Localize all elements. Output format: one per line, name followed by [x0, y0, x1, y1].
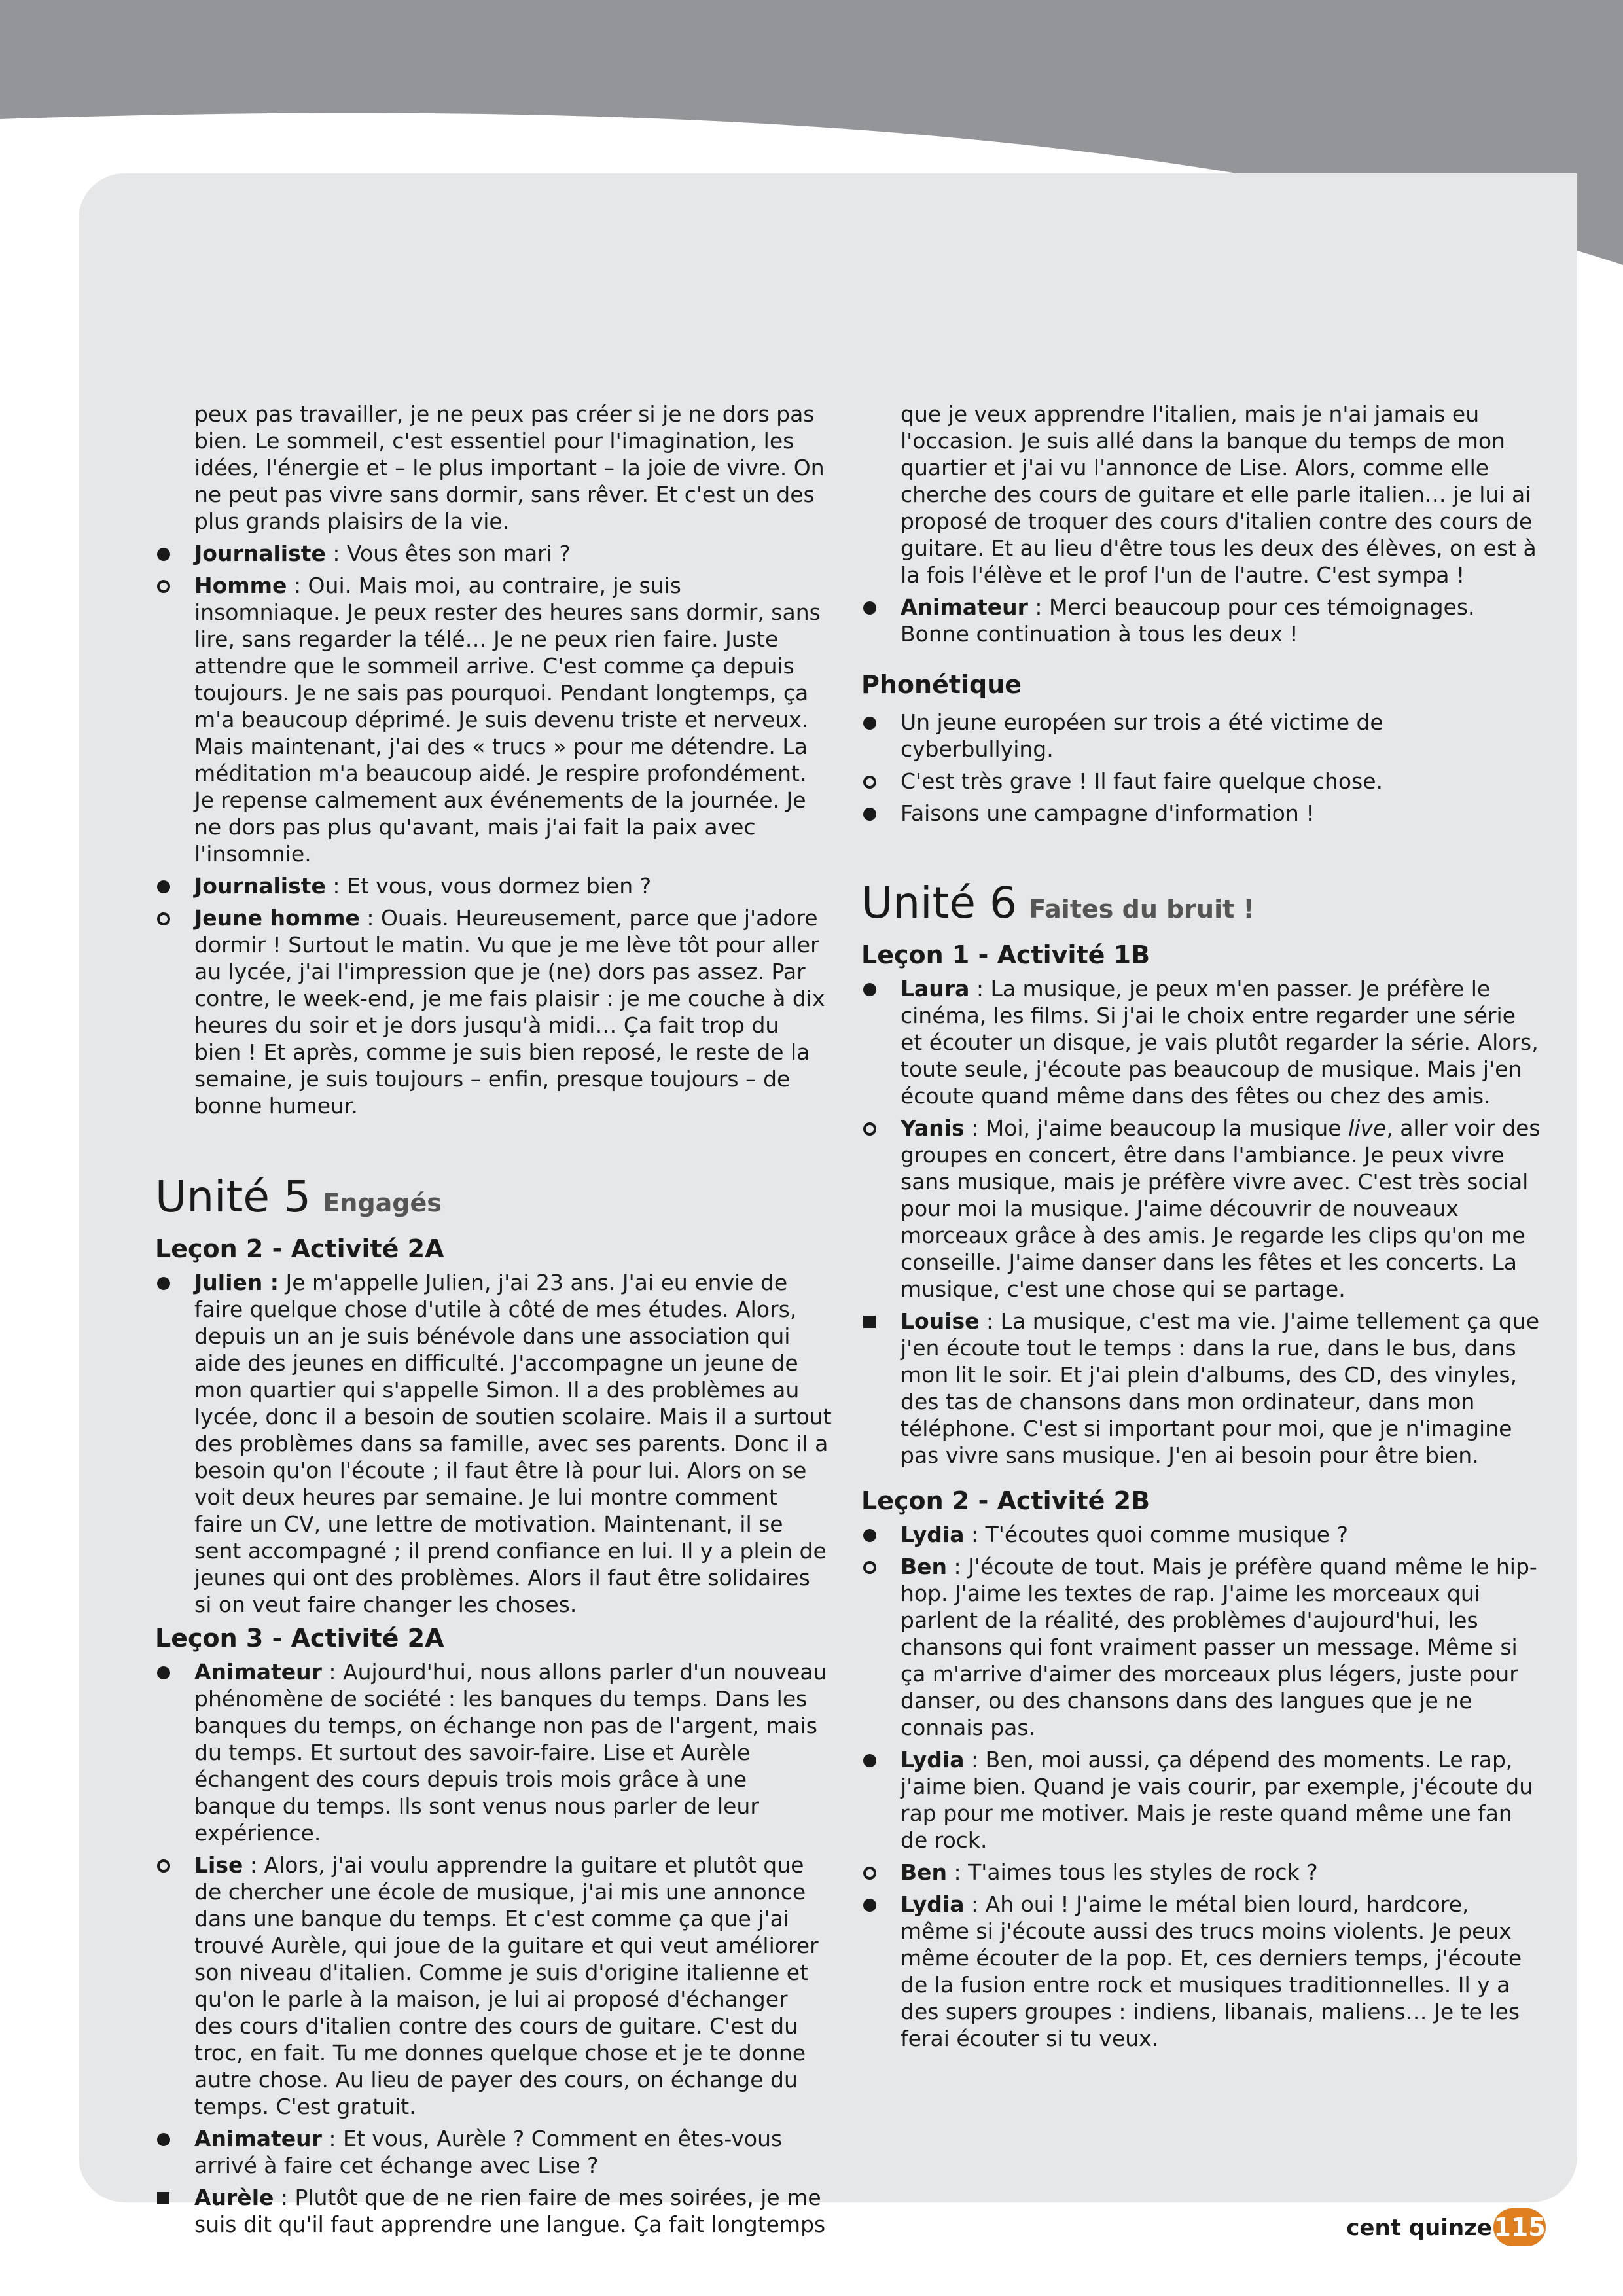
- phonetique-text: C'est très grave ! Il faut faire quelque chose.: [901, 768, 1383, 794]
- dialogue-line: [861, 1115, 1542, 1302]
- left-entries: [155, 540, 832, 1119]
- speaker-name: Yanis: [901, 1115, 965, 1141]
- bullet-circle-icon: [157, 580, 170, 593]
- bullet-dot-icon: [157, 548, 170, 561]
- unit-subtitle: Faites du bruit !: [1029, 895, 1255, 924]
- speaker-name: Animateur: [194, 2126, 322, 2151]
- unit5-heading: [155, 1174, 832, 1227]
- bullet-circle-icon: [863, 1867, 876, 1880]
- bullet-dot-icon: [863, 717, 876, 730]
- dialogue-line: [861, 1746, 1542, 1854]
- unit6-heading: [861, 880, 1542, 933]
- bullet-dot-icon: [863, 808, 876, 821]
- dialogue-line: [861, 594, 1542, 647]
- bullet-dot-icon: [863, 983, 876, 996]
- dialogue-text: : Plutôt que de ne rien faire de mes soirées, je me suis dit qu'il faut apprendre une langue. Ça fait longtemps: [194, 2185, 826, 2237]
- speaker-name: Animateur: [194, 1659, 322, 1685]
- speaker-name: Julien :: [194, 1270, 279, 1295]
- page-number-badge: 115: [1493, 2208, 1546, 2246]
- dialogue-text: : Ben, moi aussi, ça dépend des moments. Le rap, j'aime bien. Quand je vais courir, par exemple, j'écoute du rap pour me motiver. Mais je reste quand même une fan de rock.: [901, 1747, 1533, 1853]
- speaker-name: Lydia: [901, 1892, 965, 1917]
- speaker-name: Journaliste: [194, 873, 326, 899]
- intro-paragraph: peux pas travailler, je ne peux pas créer si je ne dors pas bien. Le sommeil, c'est essentiel pour l'imagination, les idées, l'énergie et – le plus important – la joie de vivre. On ne peut pas vivre sans dormir, sans rêver. Et c'est un des plus grands plaisirs de la vie.: [194, 401, 825, 534]
- left-column: [155, 401, 832, 2243]
- dialogue-line: [861, 1521, 1542, 1548]
- dialogue-text: : Aujourd'hui, nous allons parler d'un nouveau phénomène de société : les banques du temps. Dans les banques du temps, on échange non pas de l'argent, mais du temps. Et surtout des savoir-faire. Lise et Aurèle échangent des cours depuis trois mois grâce à une banque du temps. Ils sont venus nous parler de leur expérience.: [194, 1659, 827, 1846]
- dialogue-line: [861, 975, 1542, 1109]
- dialogue-text: : T'aimes tous les styles de rock ?: [947, 1859, 1318, 1885]
- bullet-square-icon: [863, 1316, 876, 1328]
- dialogue-line: [861, 1891, 1542, 2052]
- dialogue-text: : Moi, j'aime beaucoup la musique live, aller voir des groupes en concert, être dans l'ambiance. Je peux vivre sans musique, mais je préfère vivre avec. C'est très social pour moi la musique. J'aime découvrir de nouveaux morceaux grâce à des amis. Je regarde les clips qu'on me conseille. J'aime danser dans les fêtes et les concerts. La musique, c'est une chose qui se partage.: [901, 1115, 1541, 1302]
- lesson-title: Leçon 2 - Activité 2A: [155, 1234, 444, 1263]
- bullet-dot-icon: [863, 1899, 876, 1912]
- speaker-name: Homme: [194, 573, 287, 598]
- dialogue-text: : Et vous, Aurèle ? Comment en êtes-vous arrivé à faire cet échange avec Lise ?: [194, 2126, 783, 2178]
- lesson-title: Leçon 1 - Activité 1B: [861, 941, 1150, 969]
- dialogue-line: [861, 1308, 1542, 1469]
- phonetique-line: [861, 709, 1542, 762]
- speaker-name: Lise: [194, 1852, 243, 1878]
- bullet-circle-icon: [863, 1122, 876, 1136]
- lesson-title: Leçon 3 - Activité 2A: [155, 1624, 444, 1653]
- dialogue-text: Je m'appelle Julien, j'ai 23 ans. J'ai eu envie de faire quelque chose d'utile à côté de mes études. Alors, depuis un an je suis bénévole dans une association qui aide des jeunes en difficulté. J'accompagne un jeune de mon quartier qui s'appelle Simon. Il a des problèmes au lycée, donc il a besoin de soutien scolaire. Mais il a surtout des problèmes dans sa famille, avec ses parents. Donc il a besoin qu'on l'écoute ; il faut être là pour lui. Alors on se voit deux heures par semaine. Je lui montre comment faire un CV, une lettre de motivation. Maintenant, il se sent accompagné ; il prend confiance en lui. Il y a plein de jeunes qui ont des problèmes. Alors il faut être solidaires si on veut faire changer les choses.: [194, 1270, 832, 1617]
- dialogue-line: [155, 1659, 832, 1846]
- speaker-name: Animateur: [901, 594, 1028, 620]
- dialogue-text: : Et vous, vous dormez bien ?: [325, 873, 652, 899]
- bullet-dot-icon: [863, 1754, 876, 1767]
- emphasis-text: live: [1348, 1115, 1387, 1141]
- speaker-name: Laura: [901, 976, 970, 1001]
- dialogue-text: : Oui. Mais moi, au contraire, je suis insomniaque. Je peux rester des heures sans dormir, sans lire, sans regarder la télé… Je ne peux rien faire. Juste attendre que le sommeil arrive. C'est comme ça depuis toujours. Je ne sais pas pourquoi. Pendant longtemps, ça m'a beaucoup déprimé. Je suis devenu triste et nerveux. Mais maintenant, j'ai des « trucs » pour me détendre. La méditation m'a beaucoup aidé. Je respire profondément. Je repense calmement aux événements de la journée. Je ne dors pas plus qu'avant, mais j'ai fait la paix avec l'insomnie.: [194, 573, 821, 867]
- unit-title: Unité 5: [155, 1172, 311, 1222]
- speaker-name: Ben: [901, 1554, 948, 1579]
- speaker-name: Louise: [901, 1308, 980, 1334]
- dialogue-line: [155, 572, 832, 867]
- dialogue-line: [861, 1553, 1542, 1741]
- dialogue-text: : Alors, j'ai voulu apprendre la guitare et plutôt que de chercher une école de musique, j'ai mis une annonce dans une banque du temps. Et c'est comme ça que j'ai trouvé Aurèle, qui joue de la guitare et qui veut améliorer son niveau d'italien. Comme je suis d'origine italienne et qu'on le parle à la maison, je lui ai proposé d'échanger des cours d'italien contre des cours de guitare. C'est du troc, en fait. Tu me donnes quelque chose et je te donne autre chose. Au lieu de payer des cours, on échange du temps. C'est gratuit.: [194, 1852, 819, 2119]
- page-number-words: cent quinze: [1346, 2215, 1492, 2241]
- speaker-name: Lydia: [901, 1747, 965, 1772]
- bullet-dot-icon: [157, 880, 170, 893]
- dialogue-text: : Merci beaucoup pour ces témoignages. Bonne continuation à tous les deux !: [901, 594, 1475, 647]
- lesson-title: Leçon 2 - Activité 2B: [861, 1486, 1150, 1515]
- bullet-dot-icon: [157, 2133, 170, 2146]
- dialogue-line: [155, 1852, 832, 2120]
- phonetique-text: Un jeune européen sur trois a été victime de cyberbullying.: [901, 709, 1383, 762]
- dialogue-line: [155, 2125, 832, 2179]
- speaker-name: Aurèle: [194, 2185, 274, 2210]
- continuation-paragraph: que je veux apprendre l'italien, mais je n'ai jamais eu l'occasion. Je suis allé dans la banque du temps de mon quartier et j'ai vu l'annonce de Lise. Alors, comme elle cherche des cours de guitare et elle parle italien… je lui ai proposé de troquer des cours d'italien contre des cours de guitare. Et au lieu d'être tous les deux des élèves, on est à la fois l'élève et le prof l'un de l'autre. C'est sympa !: [901, 401, 1537, 588]
- dialogue-line: [861, 1859, 1542, 1886]
- bullet-dot-icon: [157, 1666, 170, 1679]
- speaker-name: Journaliste: [194, 541, 326, 566]
- dialogue-line: [155, 540, 832, 567]
- phonetique-text: Faisons une campagne d'information !: [901, 800, 1315, 826]
- dialogue-text: : La musique, je peux m'en passer. Je préfère le cinéma, les films. Si j'ai le choix entre regarder une série et écouter un disque, je vais plutôt regarder la série. Alors, toute seule, j'écoute pas beaucoup de musique. Mais j'en écoute quand même dans des fêtes ou chez des amis.: [901, 976, 1539, 1109]
- bullet-dot-icon: [863, 601, 876, 615]
- phonetique-line: [861, 800, 1542, 827]
- dialogue-text: : La musique, c'est ma vie. J'aime tellement ça que j'en écoute tout le temps : dans la rue, dans le bus, dans mon lit le soir. Et j'ai plein d'albums, des CD, des vinyles, des tas de chansons dans mon ordinateur, dans mon téléphone. C'est si important pour moi, que je n'imagine pas vivre sans musique. J'en ai besoin pour être bien.: [901, 1308, 1540, 1468]
- bullet-circle-icon: [157, 912, 170, 925]
- phonetique-line: [861, 768, 1542, 795]
- bullet-dot-icon: [863, 1529, 876, 1542]
- speaker-name: Ben: [901, 1859, 948, 1885]
- bullet-circle-icon: [863, 1561, 876, 1574]
- phonetique-title: Phonétique: [861, 670, 1022, 699]
- dialogue-text: : J'écoute de tout. Mais je préfère quand même le hip-hop. J'aime les textes de rap. J'aime les morceaux qui parlent de la réalité, des problèmes d'aujourd'hui, les chansons qui font vraiment passer un message. Même si ça m'arrive d'aimer des morceaux plus légers, juste pour danser, ou des chansons dans des langues que je ne connais pas.: [901, 1554, 1537, 1740]
- dialogue-line: [155, 872, 832, 899]
- unit-title: Unité 6: [861, 878, 1017, 928]
- unit-subtitle: Engagés: [323, 1189, 442, 1217]
- dialogue-text: : Ah oui ! J'aime le métal bien lourd, hardcore, même si j'écoute aussi des trucs moins violents. Je peux même écouter de la pop. Et, ces derniers temps, j'écoute de la fusion entre rock et musiques traditionnelles. Il y a des supers groupes : indiens, libanais, maliens… Je te les ferai écouter si tu veux.: [901, 1892, 1522, 2051]
- speaker-name: Jeune homme: [194, 905, 360, 931]
- dialogue-line: [155, 905, 832, 1119]
- bullet-circle-icon: [157, 1859, 170, 1873]
- bullet-square-icon: [157, 2192, 169, 2204]
- bullet-dot-icon: [157, 1277, 170, 1290]
- dialogue-line: [155, 2184, 832, 2238]
- right-column: [861, 401, 1542, 2057]
- dialogue-line: [155, 1269, 832, 1618]
- dialogue-text: : Vous êtes son mari ?: [325, 541, 571, 566]
- dialogue-text: : T'écoutes quoi comme musique ?: [964, 1522, 1349, 1547]
- speaker-name: Lydia: [901, 1522, 965, 1547]
- bullet-circle-icon: [863, 776, 876, 789]
- dialogue-text: : Ouais. Heureusement, parce que j'adore dormir ! Surtout le matin. Vu que je me lève tôt pour aller au lycée, j'ai l'impression que je (ne) dors pas assez. Par contre, le week-end, je me fais plaisir : je me couche à dix heures du soir et je dors jusqu'à midi… Ça fait trop du bien ! Et après, comme je suis bien reposé, le reste de la semaine, je suis toujours – enfin, presque toujours – de bonne humeur.: [194, 905, 825, 1119]
